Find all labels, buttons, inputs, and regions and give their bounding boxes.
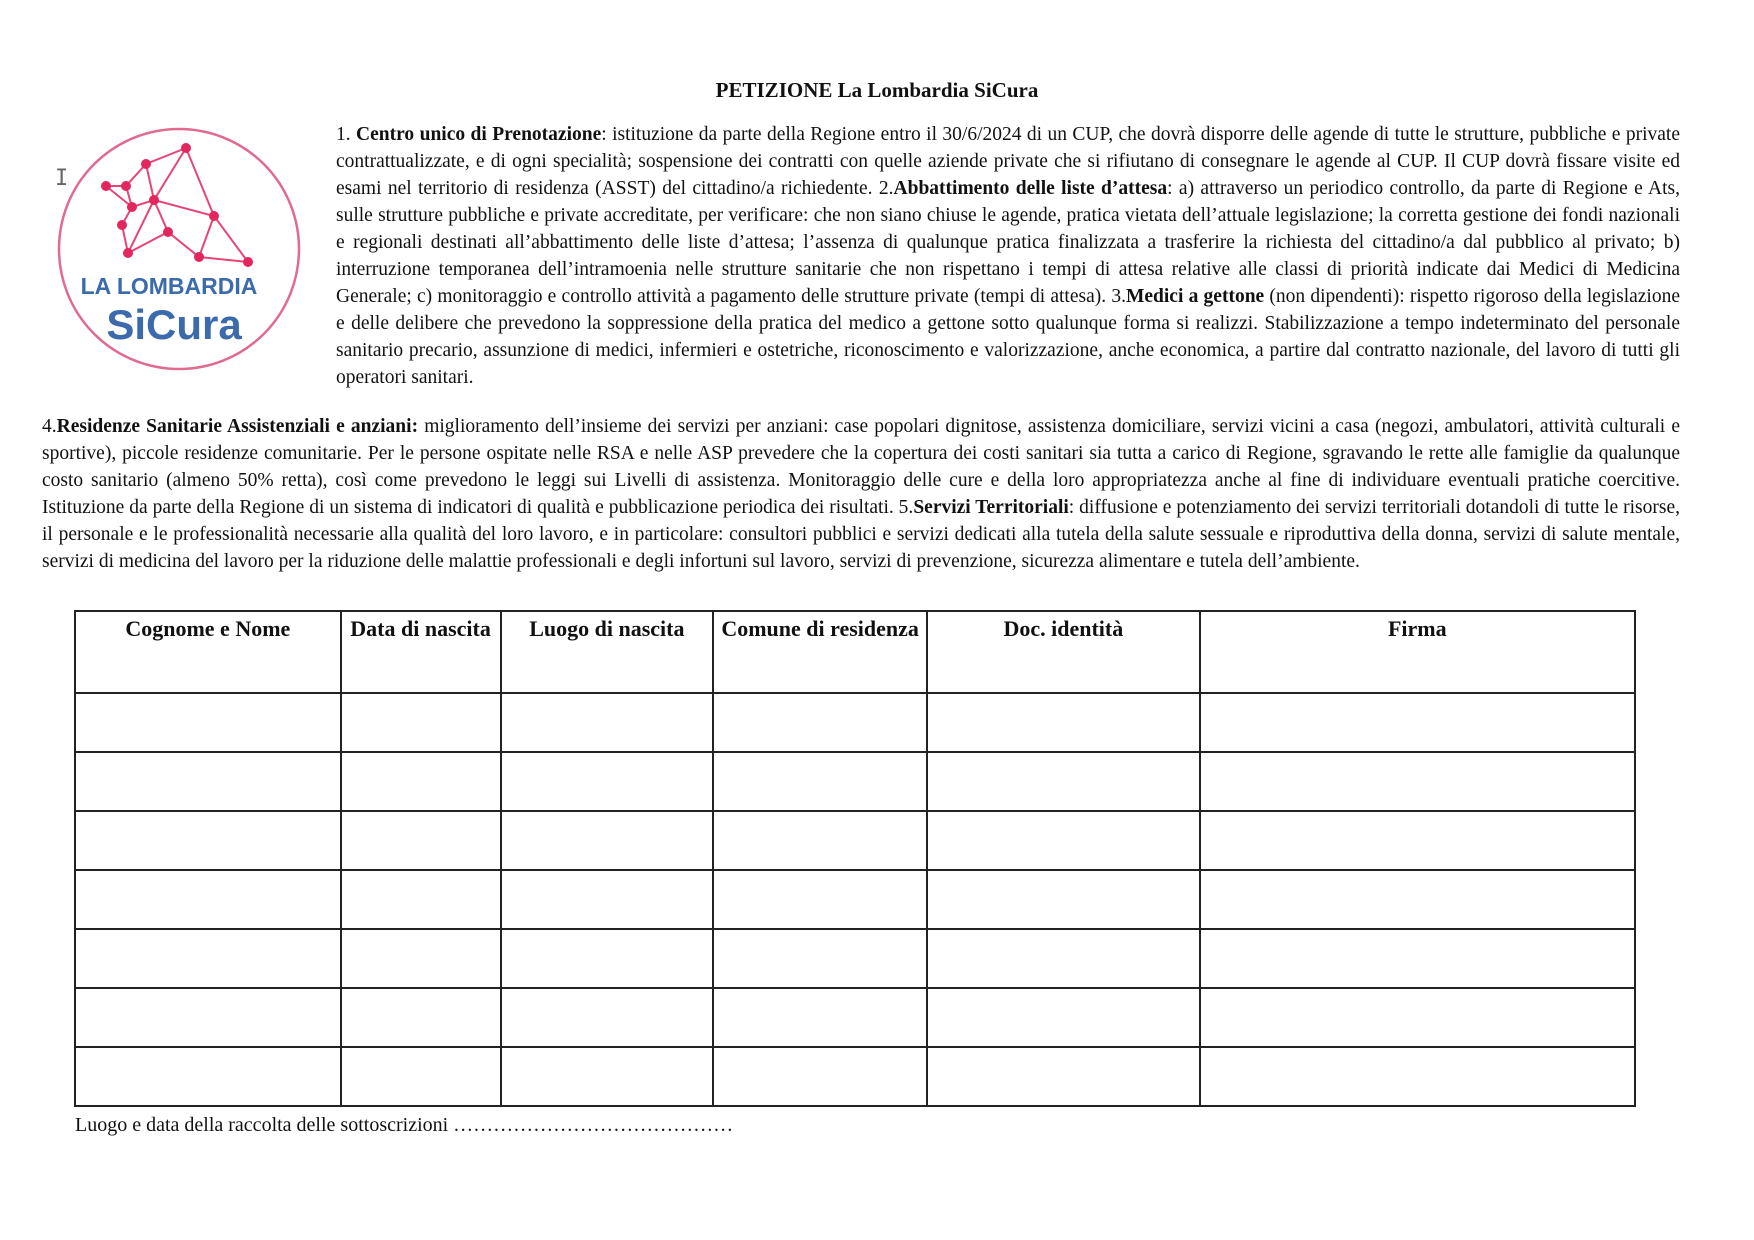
column-header-birth-place: Luogo di nascita bbox=[501, 611, 714, 693]
table-cell[interactable] bbox=[341, 693, 501, 752]
table-cell[interactable] bbox=[927, 811, 1200, 870]
section-heading: Servizi Territoriali bbox=[913, 497, 1069, 518]
table-row bbox=[75, 929, 1635, 988]
table-cell[interactable] bbox=[341, 811, 501, 870]
logo-graphic bbox=[56, 126, 302, 372]
page-title: PETIZIONE La Lombardia SiCura bbox=[715, 78, 1039, 102]
table-cell[interactable] bbox=[927, 752, 1200, 811]
table-cell[interactable] bbox=[501, 693, 714, 752]
section-heading: Centro unico di Prenotazione bbox=[356, 124, 602, 145]
table-row bbox=[75, 988, 1635, 1047]
section-heading: Medici a gettone bbox=[1125, 286, 1265, 307]
column-header-residence: Comune di residenza bbox=[713, 611, 927, 693]
paragraph-text: (non dipendenti): rispetto rigoroso della legislazione e delle delibere che prevedono la soppressione della pratica del medico a gettone sotto qualunque forma si realizzi. Stabilizzazione a tempo indeterminato del personale sanitario precario, assunzione di medici, infermieri e ostetriche, riconoscimento e valorizzazione, anche economica, a partire dal contratto nazionale, del lavoro di tutti gli operatori sanitari. bbox=[336, 286, 1680, 388]
table-cell[interactable] bbox=[75, 1047, 341, 1106]
table-cell[interactable] bbox=[1200, 752, 1635, 811]
table-cell[interactable] bbox=[75, 811, 341, 870]
text-cursor-icon: I bbox=[55, 166, 69, 191]
table-cell[interactable] bbox=[75, 693, 341, 752]
petition-points-1-3 bbox=[336, 121, 1680, 391]
table-cell[interactable] bbox=[341, 752, 501, 811]
table-cell[interactable] bbox=[75, 988, 341, 1047]
table-row bbox=[75, 693, 1635, 752]
table-cell[interactable] bbox=[501, 929, 714, 988]
table-cell[interactable] bbox=[1200, 929, 1635, 988]
paragraph-text: miglioramento dell’insieme dei servizi per anziani: case popolari dignitose, assistenza domiciliare, servizi vicini a casa (negozi, ambulatori, attività culturali e sportive), piccole residenze comunitarie. Per le persone ospitate nelle RSA e nelle ASP prevedere che la copertura dei costi sanitari sia tutta a carico di Regione, sgravando le rette alle famiglie da qualunque costo sanitario (almeno 50% retta), così come prevedono le leggi sui Livelli di assistenza. Monitoraggio delle cure e della loro appropriatezza anche al fine di individuare eventuali pratiche coercitive. Istituzione da parte della Regione di un sistema di indicatori di qualità e pubblicazione periodica dei risultati. 5. bbox=[42, 416, 1680, 518]
section-heading: Residenze Sanitarie Assistenziali e anziani: bbox=[56, 416, 419, 437]
table-row bbox=[75, 811, 1635, 870]
table-cell[interactable] bbox=[75, 752, 341, 811]
table-cell[interactable] bbox=[927, 693, 1200, 752]
table-row bbox=[75, 752, 1635, 811]
collection-place-date: Luogo e data della raccolta delle sottoscrizioni …………………………………… bbox=[75, 1114, 734, 1136]
table-cell[interactable] bbox=[927, 870, 1200, 929]
table-cell[interactable] bbox=[501, 752, 714, 811]
table-cell[interactable] bbox=[713, 811, 927, 870]
table-cell[interactable] bbox=[341, 929, 501, 988]
logo-line1: LA LOMBARDIA bbox=[80, 273, 258, 299]
table-cell[interactable] bbox=[927, 929, 1200, 988]
table-cell[interactable] bbox=[75, 870, 341, 929]
table-cell[interactable] bbox=[341, 870, 501, 929]
signature-table bbox=[74, 610, 1636, 1107]
column-header-signature: Firma bbox=[1200, 611, 1635, 693]
table-cell[interactable] bbox=[75, 929, 341, 988]
table-cell[interactable] bbox=[501, 870, 714, 929]
table-cell[interactable] bbox=[927, 1047, 1200, 1106]
paragraph-text: : diffusione e potenziamento dei servizi territoriali dotandoli di tutte le risorse, il personale e le professionalità necessarie alla qualità del loro lavoro, e in particolare: consultori pubblici e servizi dedicati alla tutela della salute sessuale e riproduttiva della donna, servizi di salute mentale, servizi di medicina del lavoro per la riduzione delle malattie professionali e degli infortuni sul lavoro, servizi di prevenzione, sicurezza alimentare e tutela dell’ambiente. bbox=[42, 497, 1680, 572]
paragraph-text: : istituzione da parte della Regione entro il 30/6/2024 di un CUP, che dovrà disporre delle agende di tutte le strutture, pubbliche e private contrattualizzate, e di ogni specialità; sospensione dei contratti con quelle aziende private che si rifiutano di consegnare le agende al CUP. Il CUP dovrà fissare visite ed esami nel territorio di residenza (ASST) del cittadino/a richiedente. 2. bbox=[336, 124, 1681, 199]
network-graph bbox=[106, 148, 248, 262]
column-header-name: Cognome e Nome bbox=[75, 611, 341, 693]
table-cell[interactable] bbox=[1200, 870, 1635, 929]
paragraph-text: : a) attraverso un periodico controllo, da parte di Regione e Ats, sulle strutture pubbliche e private accreditate, per verificare: che non siano chiuse le agende, pratica vietata dell’attuale legislazione; la corretta gestione dei fondi nazionali e regionali destinati all’abbattimento delle liste d’attesa; l’assenza di qualunque pratica finalizzata a trasferire la richiesta del cittadino/a dal pubblico al privato; b) interruzione temporanea dell’intramoenia nelle strutture sanitarie che non rispettano i tempi di attesa relative alle classi di priorità indicate dai Medici di Medicina Generale; c) monitoraggio e controllo attività a pagamento delle strutture private (tempi di attesa). 3. bbox=[336, 178, 1680, 307]
table-cell[interactable] bbox=[341, 1047, 501, 1106]
table-cell[interactable] bbox=[1200, 811, 1635, 870]
column-header-id-document: Doc. identità bbox=[927, 611, 1200, 693]
table-cell[interactable] bbox=[501, 811, 714, 870]
table-cell[interactable] bbox=[341, 988, 501, 1047]
table-cell[interactable] bbox=[713, 988, 927, 1047]
table-cell[interactable] bbox=[1200, 988, 1635, 1047]
column-header-birth-date: Data di nascita bbox=[341, 611, 501, 693]
table-cell[interactable] bbox=[713, 1047, 927, 1106]
table-cell[interactable] bbox=[713, 870, 927, 929]
table-cell[interactable] bbox=[501, 1047, 714, 1106]
table-cell[interactable] bbox=[1200, 693, 1635, 752]
table-cell[interactable] bbox=[713, 929, 927, 988]
table-cell[interactable] bbox=[927, 988, 1200, 1047]
paragraph-text: 1. bbox=[336, 124, 357, 145]
table-row bbox=[75, 870, 1635, 929]
table-cell[interactable] bbox=[713, 693, 927, 752]
paragraph-text: 4. bbox=[42, 416, 57, 437]
logo-line2: SiCura bbox=[106, 301, 242, 348]
table-cell[interactable] bbox=[713, 752, 927, 811]
section-heading: Abbattimento delle liste d’attesa bbox=[893, 178, 1168, 199]
table-cell[interactable] bbox=[1200, 1047, 1635, 1106]
table-cell[interactable] bbox=[501, 988, 714, 1047]
table-header-row bbox=[75, 611, 1635, 693]
petition-points-4-5 bbox=[42, 413, 1680, 575]
logo bbox=[56, 126, 302, 372]
table-row bbox=[75, 1047, 1635, 1106]
